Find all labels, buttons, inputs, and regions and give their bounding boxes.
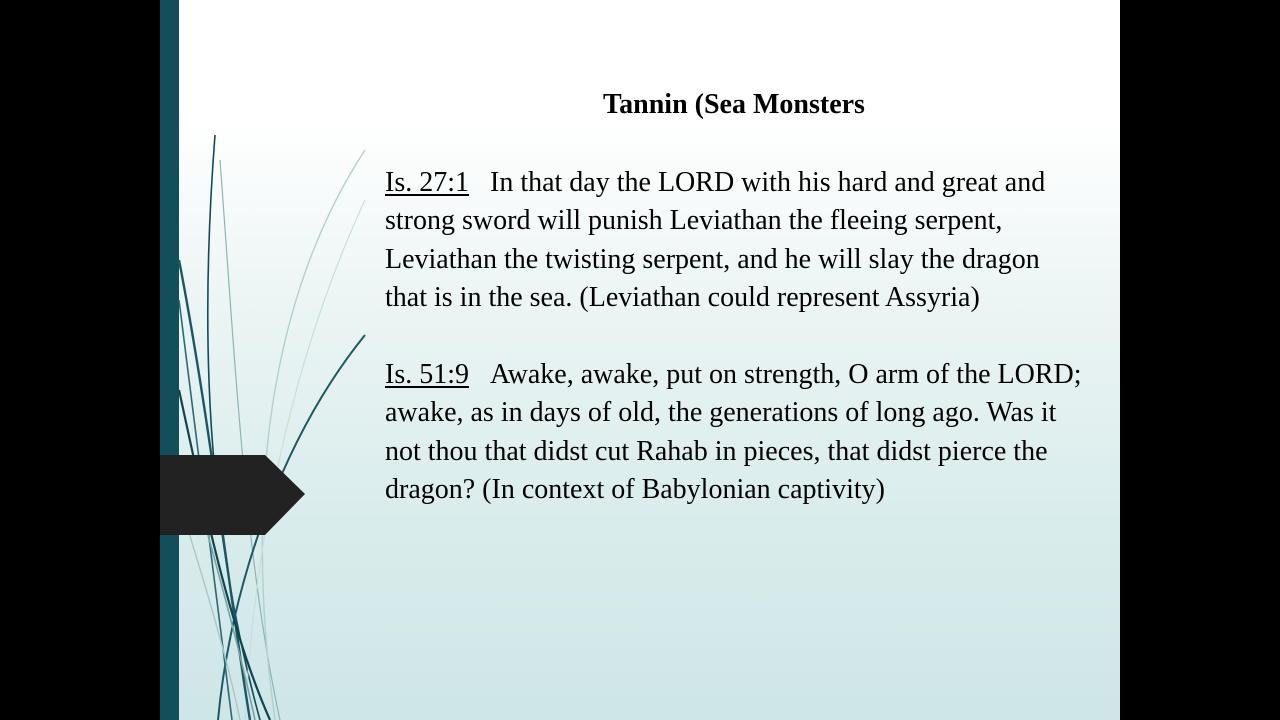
verse-reference: Is. 27:1 xyxy=(385,167,469,198)
verse-text: In that day the LORD with his hard and great and strong sword will punish Leviathan the fleeing serpent, Leviathan the twisting serpent, and he will slay the dragon that is in the sea. (Leviathan could represent Assyria) xyxy=(385,167,1046,314)
verse-isaiah-51-9 xyxy=(385,356,1085,510)
verse-isaiah-27-1 xyxy=(385,164,1085,318)
slide-title: Tannin (Sea Monsters xyxy=(603,89,865,120)
verse-reference: Is. 51:9 xyxy=(385,359,469,391)
verse-text: Awake, awake, put on strength, O arm of the LORD; awake, as in days of old, the generations of long ago. Was it not thou that didst cut Rahab in pieces, that didst pierce the dragon? (In context of Babylonian captivity) xyxy=(385,359,1082,506)
presentation-slide xyxy=(160,0,1120,720)
slide-body xyxy=(385,164,1085,510)
